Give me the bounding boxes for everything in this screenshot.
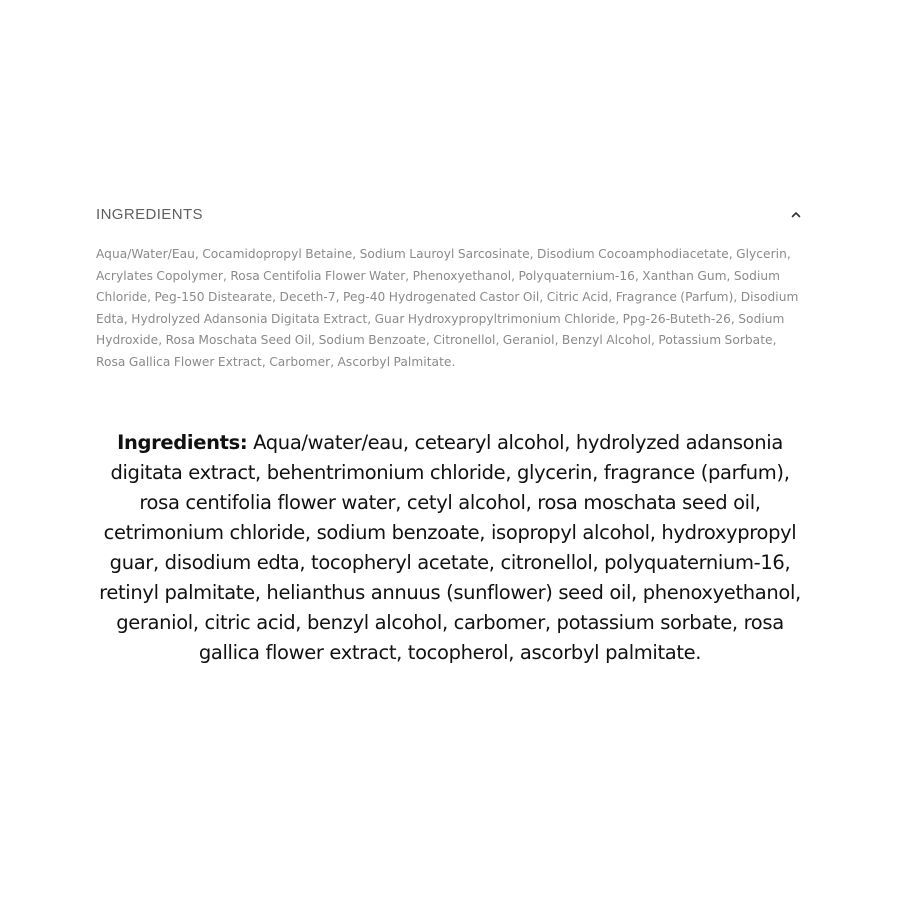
ingredients-text: Aqua/water/eau, cetearyl alcohol, hydrolyzed adansonia digitata extract, behentrimonium chloride, glycerin, fragrance (parfum), rosa centifolia flower water, cetyl alcohol, rosa moschata seed oil, cetrimonium chloride, sodium benzoate, isopropyl alcohol, hydroxypropyl guar, disodium edta, tocopheryl acetate, citronellol, polyquaternium-16, retinyl palmitate, helianthus annuus (sunflower) seed oil, phenoxyethanol, geraniol, citric acid, benzyl alcohol, carbomer, potassium sorbate, rosa gallica flower extract, tocopherol, ascorbyl palmitate. <box>99 431 801 664</box>
ingredients-paragraph <box>88 428 812 668</box>
ingredients-label: Ingredients: <box>117 431 248 454</box>
accordion-header[interactable] <box>96 196 808 232</box>
accordion-title: INGREDIENTS <box>96 205 203 223</box>
chevron-up-icon[interactable] <box>788 206 804 222</box>
accordion-body-text: Aqua/Water/Eau, Cocamidopropyl Betaine, Sodium Lauroyl Sarcosinate, Disodium Cocoamphodiacetate, Glycerin, Acrylates Copolymer, Rosa Centifolia Flower Water, Phenoxyethanol, Polyquaternium-16, Xanthan Gum, Sodium Chloride, Peg-150 Distearate, Deceth-7, Peg-40 Hydrogenated Castor Oil, Citric Acid, Fragrance (Parfum), Disodium Edta, Hydrolyzed Adansonia Digitata Extract, Guar Hydroxypropyltrimonium Chloride, Ppg-26-Buteth-26, Sodium Hydroxide, Rosa Moschata Seed Oil, Sodium Benzoate, Citronellol, Geraniol, Benzyl Alcohol, Potassium Sorbate, Rosa Gallica Flower Extract, Carbomer, Ascorbyl Palmitate. <box>96 247 799 369</box>
ingredients-accordion <box>96 196 808 373</box>
